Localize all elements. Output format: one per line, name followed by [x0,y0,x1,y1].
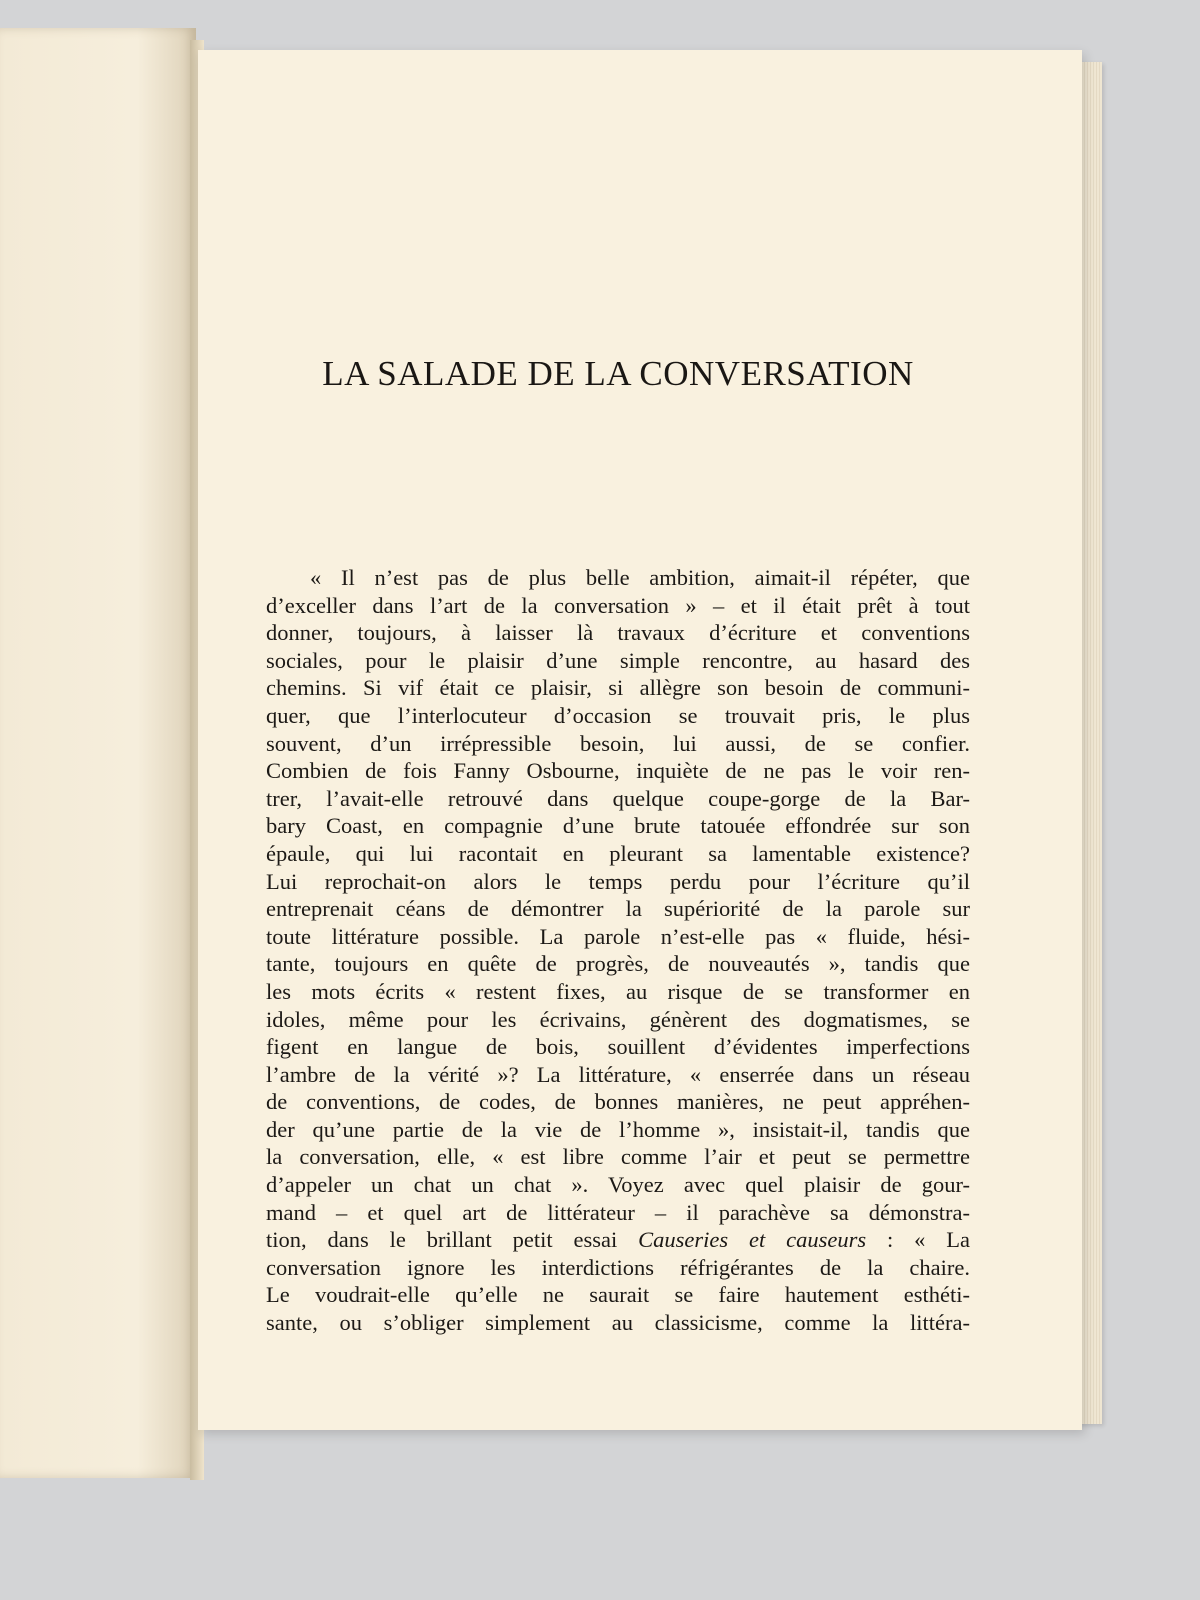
body-text [266,564,970,1337]
text-line: donner, toujours, à laisser là travaux d’écriture et conventions [266,620,970,646]
text-line: épaule, qui lui racontait en pleurant sa lamentable existence? [266,840,970,866]
chapter-title: LA SALADE DE LA CONVERSATION [322,354,914,393]
text-line: Le voudrait-elle qu’elle ne saurait se faire hautement esthéti- [266,1282,970,1308]
text-line-with-title [266,1226,970,1254]
left-page [0,28,196,1478]
text-line: d’exceller dans l’art de la conversation » – et il était prêt à tout [266,592,970,618]
essay-title: Causeries et causeurs [638,1227,867,1253]
text-line: tante, toujours en quête de progrès, de nouveautés », tandis que [266,951,970,977]
text-line: trer, l’avait-elle retrouvé dans quelque coupe-gorge de la Bar- [266,785,970,811]
text-line: de conventions, de codes, de bonnes manières, ne peut appréhen- [266,1089,970,1115]
text-line: la conversation, elle, « est libre comme l’air et peut se permettre [266,1144,970,1170]
text-line: d’appeler un chat un chat ». Voyez avec quel plaisir de gour- [266,1172,970,1198]
text-line: mand – et quel art de littérateur – il parachève sa démonstra- [266,1199,970,1225]
text-line: conversation ignore les interdictions réfrigérantes de la chaire. [266,1254,970,1280]
text-line: « Il n’est pas de plus belle ambition, aimait-il répéter, que [310,565,970,590]
text-line: sociales, pour le plaisir d’une simple rencontre, au hasard des [266,647,970,673]
text-segment: tion, dans le brillant petit essai [266,1227,639,1253]
text-line: chemins. Si vif était ce plaisir, si allègre son besoin de communi- [266,675,970,701]
text-line: Combien de fois Fanny Osbourne, inquiète de ne pas le voir ren- [266,758,970,784]
text-line: sante, ou s’obliger simplement au classicisme, comme la littéra- [266,1310,970,1336]
text-line: Lui reprochait-on alors le temps perdu pour l’écriture qu’il [266,868,970,894]
text-line: entreprenait céans de démontrer la supériorité de la parole sur [266,896,970,922]
text-line: idoles, même pour les écrivains, génèrent des dogmatismes, se [266,1006,970,1032]
text-line: bary Coast, en compagnie d’une brute tatouée effondrée sur son [266,813,970,839]
text-line: quer, que l’interlocuteur d’occasion se trouvait pris, le plus [266,702,970,728]
text-line: figent en langue de bois, souillent d’évidentes imperfections [266,1034,970,1060]
text-line: souvent, d’un irrépressible besoin, lui aussi, de se confier. [266,730,970,756]
text-line: der qu’une partie de la vie de l’homme », insistait-il, tandis que [266,1116,970,1142]
text-segment: : « La [866,1227,971,1253]
text-line: toute littérature possible. La parole n’est-elle pas « fluide, hési- [266,923,970,949]
text-line: les mots écrits « restent fixes, au risque de se transformer en [266,978,970,1004]
text-line: l’ambre de la vérité »? La littérature, « enserrée dans un réseau [266,1061,970,1087]
